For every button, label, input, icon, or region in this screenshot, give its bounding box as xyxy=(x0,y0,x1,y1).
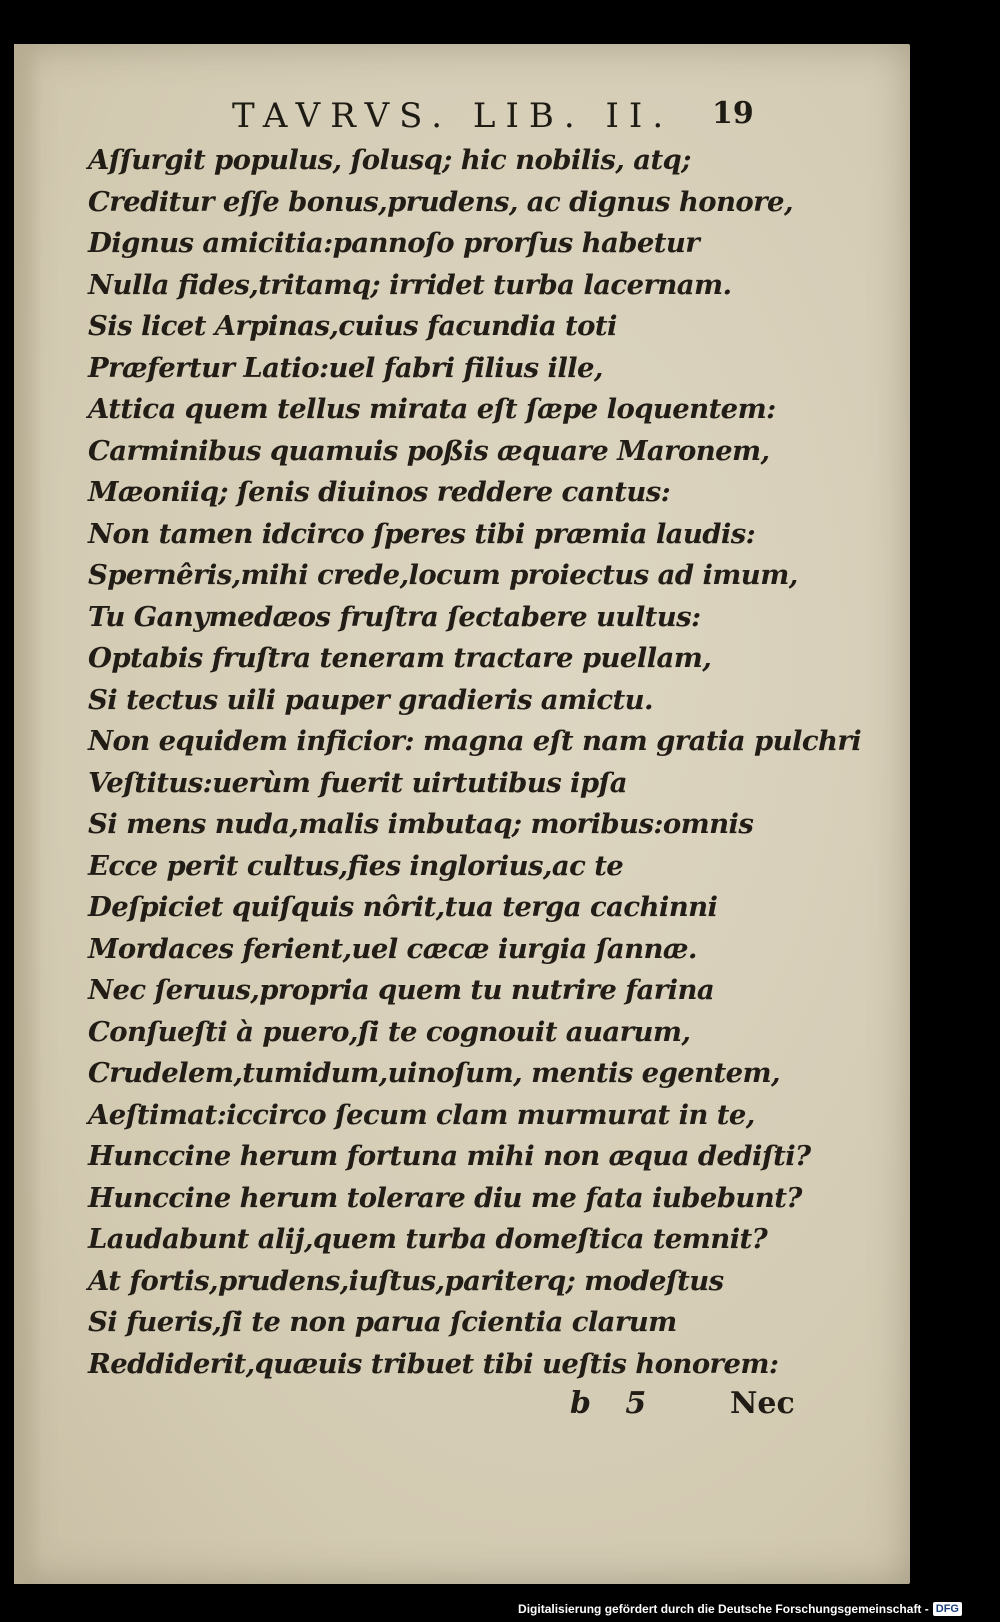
verse-line: Laudabunt alij,quem turba domeſtica temnit? xyxy=(88,1223,768,1255)
verse-line: Non equidem inficior: magna eſt nam gratia pulchri xyxy=(88,725,862,757)
verse-line: Mordaces ferient,uel cæcæ iurgia ſannæ. xyxy=(88,932,697,965)
verse-line: Nulla fides,tritamq; irridet turba lacernam. xyxy=(88,268,732,301)
verse-line: Dignus amicitia:pannoſo prorſus habetur xyxy=(88,227,700,259)
verse-text-block xyxy=(88,140,888,1385)
verse-line: Attica quem tellus mirata eſt ſæpe loquentem: xyxy=(88,393,776,425)
verse-line: Optabis fruſtra teneram tractare puellam, xyxy=(88,642,712,674)
verse-line: Creditur eſſe bonus,prudens, ac dignus honore, xyxy=(88,185,793,218)
verse-line: Si tectus uili pauper gradieris amictu. xyxy=(88,683,653,716)
verse-line: Mæoniiq; ſenis diuinos reddere cantus: xyxy=(88,476,671,508)
verse-line: Hunccine herum tolerare diu me fata iubebunt? xyxy=(88,1181,802,1214)
verse-line: At fortis,prudens,iuſtus,pariterq; modeſtus xyxy=(88,1264,724,1297)
verse-line: Ecce perit cultus,fies inglorius,ac te xyxy=(88,849,624,882)
credit-text: Digitalisierung gefördert durch die Deutsche Forschungsgemeinschaft - xyxy=(518,1602,929,1616)
signature-mark: b 5 xyxy=(570,1386,647,1421)
running-head: TAVRVS. LIB. II. xyxy=(232,96,674,136)
verse-line: Præfertur Latio:uel fabri filius ille, xyxy=(88,351,603,384)
verse-line: Aſſurgit populus, ſolusq; hic nobilis, atq; xyxy=(88,144,691,176)
verse-line: Si mens nuda,malis imbutaq; moribus:omnis xyxy=(88,808,754,840)
verse-line: Conſueſti à puero,ſi te cognouit auarum, xyxy=(88,1015,691,1048)
digitization-credit xyxy=(518,1602,962,1616)
verse-line: Nec ſeruus,propria quem tu nutrire farina xyxy=(88,974,715,1006)
verse-line: Reddiderit,quæuis tribuet tibi ueſtis honorem: xyxy=(88,1347,779,1380)
verse-line: Hunccine herum fortuna mihi non æqua dediſti? xyxy=(88,1140,811,1172)
verse-line: Aeſtimat:iccirco ſecum clam murmurat in te, xyxy=(88,1098,755,1131)
book-page xyxy=(14,44,910,1584)
verse-line: Sis licet Arpinas,cuius facundia toti xyxy=(88,310,617,342)
verse-line: Carminibus quamuis poßis æquare Maronem, xyxy=(88,434,770,467)
verse-line: Veſtitus:uerùm fuerit uirtutibus ipſa xyxy=(88,766,627,799)
dfg-logo: DFG xyxy=(933,1602,962,1616)
verse-line: Spernêris,mihi crede,locum proiectus ad imum, xyxy=(88,559,798,591)
verse-line: Si fueris,ſi te non parua ſcientia clarum xyxy=(88,1306,677,1338)
verse-line: Non tamen idcirco ſperes tibi præmia laudis: xyxy=(88,517,756,550)
verse-line: Crudelem,tumidum,uinoſum, mentis egentem, xyxy=(88,1057,780,1089)
page-number: 19 xyxy=(712,96,754,131)
verse-line: Deſpiciet quiſquis nôrit,tua terga cachinni xyxy=(88,891,718,923)
verse-line: Tu Ganymedæos fruſtra ſectabere uultus: xyxy=(88,600,701,633)
catchword: Nec xyxy=(730,1386,795,1421)
page-gutter-shadow xyxy=(14,44,42,1584)
